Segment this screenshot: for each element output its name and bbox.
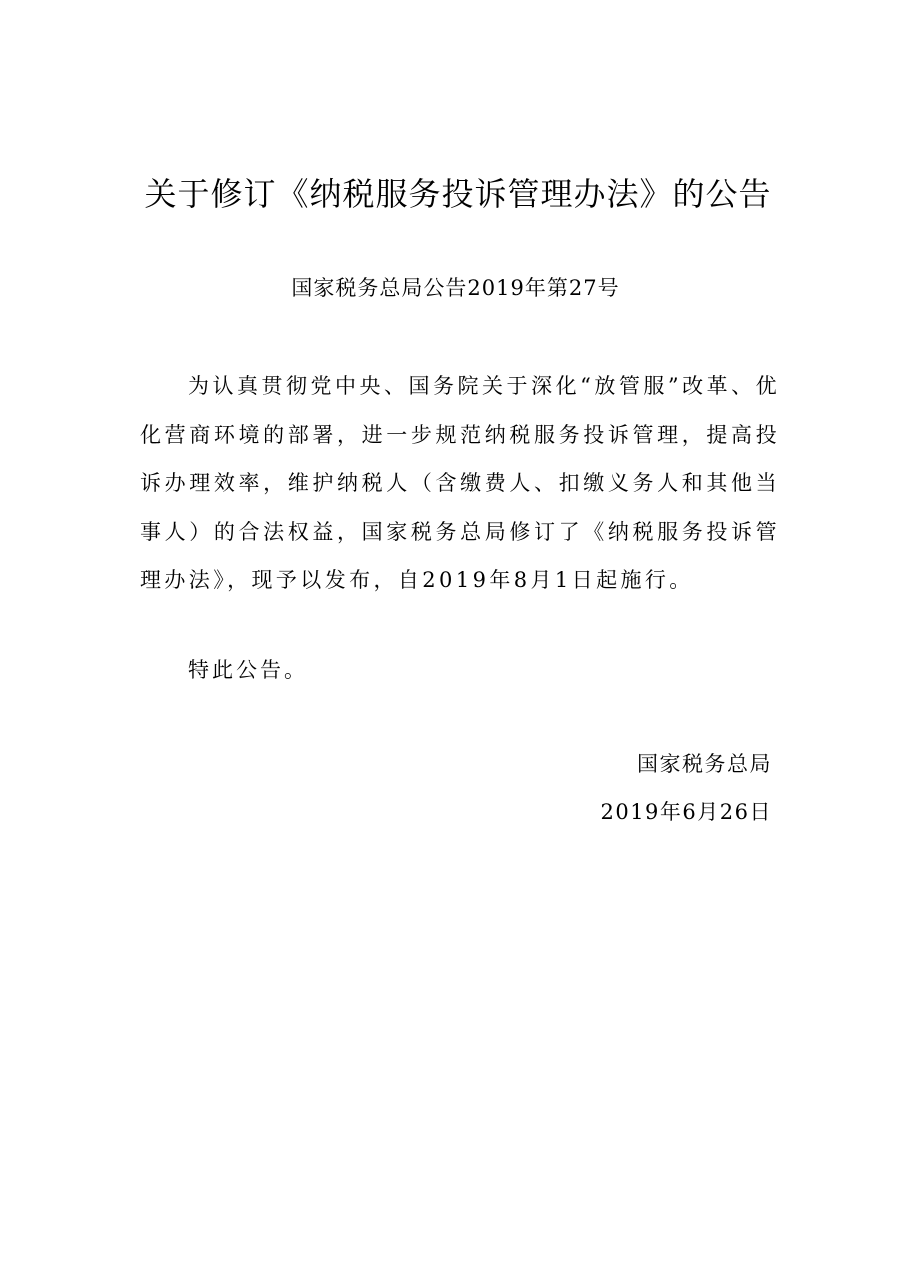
document-title: 关于修订《纳税服务投诉管理办法》的公告: [144, 175, 772, 213]
issuing-authority: 国家税务总局: [637, 752, 772, 776]
closing-statement: 特此公告。: [188, 658, 308, 682]
issue-date: 2019年6月26日: [600, 800, 772, 824]
announcement-body: 为认真贯彻党中央、国务院关于深化“放管服”改革、优化营商环境的部署，进一步规范纳税服务投诉管理，提高投诉办理效率，维护纳税人（含缴费人、扣缴义务人和其他当事人）的合法权益，国家税务总局修订了《纳税服务投诉管理办法》，现予以发布，自2019年8月1日起施行。: [140, 374, 780, 592]
document-number: 国家税务总局公告2019年第27号: [291, 276, 620, 300]
